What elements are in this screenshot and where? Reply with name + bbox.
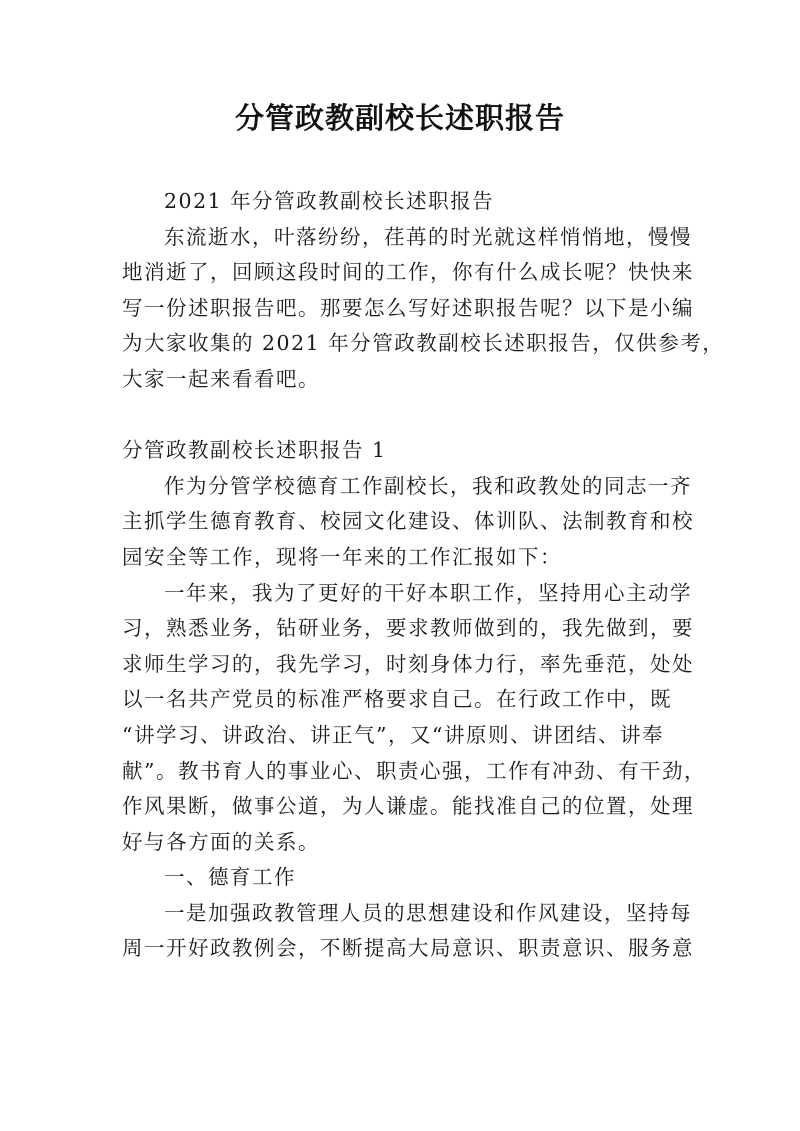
- text-line: 献”。教书育人的事业心、职责心强，工作有冲劲、有干劲，: [122, 758, 706, 783]
- text-line: 一是加强政教管理人员的思想建设和作风建设，坚持每: [164, 900, 692, 925]
- text-line: 分管政教副校长述职报告 1: [122, 438, 387, 463]
- text-line: 好与各方面的关系。: [122, 829, 320, 854]
- text-line: 园安全等工作，现将一年来的工作汇报如下：: [122, 544, 562, 569]
- text-line: 主抓学生德育教育、校园文化建设、体训队、法制教育和校: [122, 509, 694, 534]
- text-line: 2021 年分管政教副校长述职报告: [164, 189, 495, 213]
- blank-line: [122, 398, 682, 434]
- text-line: 作为分管学校德育工作副校长，我和政教处的同志一齐: [164, 473, 692, 498]
- text-line: “讲学习、讲政治、讲正气”，又“讲原则、讲团结、讲奉: [122, 722, 664, 747]
- text-line: 东流逝水，叶落纷纷，荏苒的时光就这样悄悄地，慢慢: [164, 224, 692, 249]
- text-line: 为大家收集的 2021 年分管政教副校长述职报告，仅供参考，: [122, 331, 725, 356]
- text-line: 一年来，我为了更好的干好本职工作，坚持用心主动学: [164, 580, 692, 605]
- document-body: [122, 184, 725, 967]
- text-line: 习，熟悉业务，钻研业务，要求教师做到的，我先做到，要: [122, 616, 694, 641]
- text-line: 周一开好政教例会，不断提高大局意识、职责意识、服务意: [122, 936, 694, 961]
- text-line: 写一份述职报告吧。那要怎么写好述职报告呢？以下是小编: [122, 295, 694, 320]
- text-line: 作风果断，做事公道，为人谦虚。能找准自己的位置，处理: [122, 794, 694, 819]
- text-line: 大家一起来看看吧。: [122, 366, 320, 391]
- document-title: 分管政教副校长述职报告: [234, 101, 565, 135]
- text-line: 地消逝了，回顾这段时间的工作，你有什么成长呢？快快来: [122, 260, 694, 285]
- text-line: 一、德育工作: [164, 865, 296, 890]
- text-line: 以一名共产党员的标准严格要求自己。在行政工作中，既: [122, 687, 672, 712]
- text-line: 求师生学习的，我先学习，时刻身体力行，率先垂范，处处: [122, 651, 694, 676]
